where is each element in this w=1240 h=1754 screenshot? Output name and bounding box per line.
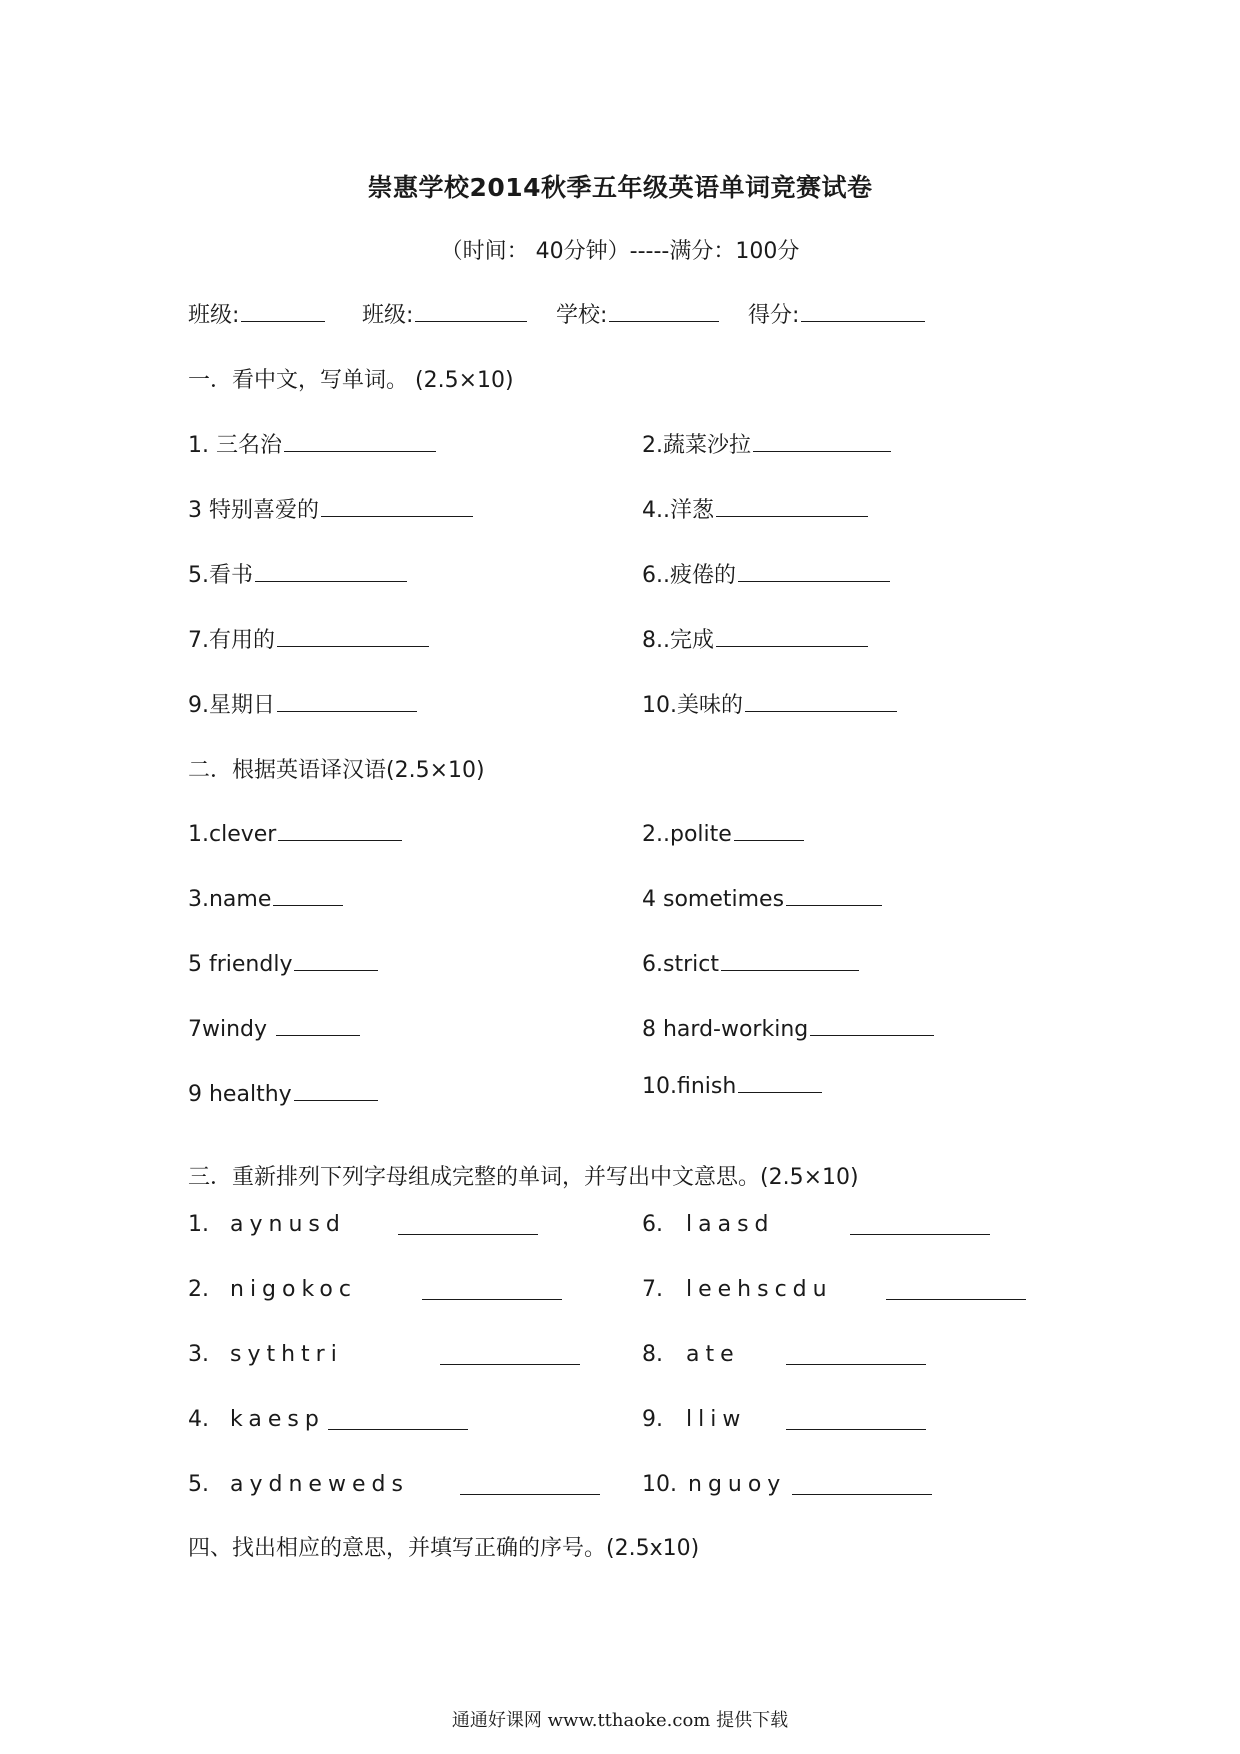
list-item: 2.蔬菜沙拉: [642, 428, 891, 459]
answer-blank: [326, 1407, 468, 1436]
exam-title: 崇惠学校2014秋季五年级英语单词竞赛试卷: [367, 173, 873, 202]
answer-blank: [458, 1472, 600, 1501]
scrambled-word: aydneweds: [230, 1472, 409, 1497]
list-item: 3.: [188, 1342, 209, 1367]
scrambled-word: lliw: [686, 1407, 747, 1432]
footer-credit: 通通好课网 www.tthaoke.com 提供下载: [451, 1710, 789, 1731]
section1-heading: 一．看中文，写单词。 (2.5×10): [188, 368, 514, 393]
list-item: 6..疲倦的: [642, 558, 890, 589]
list-item: 10.: [642, 1472, 677, 1497]
list-item: 5 friendly: [188, 948, 378, 977]
answer-blank: [790, 1472, 932, 1501]
answer-blank: [848, 1212, 990, 1241]
info-field-class-2: 班级:: [362, 298, 527, 329]
list-item: 2.: [188, 1277, 209, 1302]
section3-heading: 三．重新排列下列字母组成完整的单词，并写出中文意思。(2.5×10): [188, 1165, 859, 1190]
list-item: 4.: [188, 1407, 209, 1432]
list-item: 6.: [642, 1212, 663, 1237]
list-item: 7windy: [188, 1013, 360, 1042]
info-field-school: 学校:: [556, 298, 719, 329]
answer-blank: [420, 1277, 562, 1306]
info-field-class: 班级:: [188, 298, 325, 329]
list-item: 10.美味的: [642, 688, 897, 719]
answer-blank: [784, 1407, 926, 1436]
list-item: 10.finish: [642, 1070, 822, 1099]
list-item: 6.strict: [642, 948, 859, 977]
list-item: 8..完成: [642, 623, 868, 654]
list-item: 9.星期日: [188, 688, 417, 719]
list-item: 3.name: [188, 883, 343, 912]
answer-blank: [884, 1277, 1026, 1306]
section2-heading: 二．根据英语译汉语(2.5×10): [188, 758, 485, 783]
list-item: 8.: [642, 1342, 663, 1367]
list-item: 8 hard-working: [642, 1013, 934, 1042]
scrambled-word: nguoy: [688, 1472, 787, 1497]
scrambled-word: leehscdu: [686, 1277, 833, 1302]
exam-subtitle: （时间： 40分钟）-----满分：100分: [440, 239, 800, 264]
scrambled-word: ate: [686, 1342, 740, 1367]
list-item: 4 sometimes: [642, 883, 882, 912]
list-item: 1.clever: [188, 818, 402, 847]
list-item: 7.: [642, 1277, 663, 1302]
list-item: 7.有用的: [188, 623, 429, 654]
list-item: 1.: [188, 1212, 209, 1237]
list-item: 5.看书: [188, 558, 407, 589]
answer-blank: [784, 1342, 926, 1371]
list-item: 2..polite: [642, 818, 804, 847]
list-item: 3 特别喜爱的: [188, 493, 473, 524]
scrambled-word: kaesp: [230, 1407, 325, 1432]
answer-blank: [396, 1212, 538, 1241]
section4-heading: 四、找出相应的意思，并填写正确的序号。(2.5x10): [188, 1536, 700, 1561]
scrambled-word: sythtri: [230, 1342, 343, 1367]
list-item: 1. 三名治: [188, 428, 436, 459]
list-item: 5.: [188, 1472, 209, 1497]
answer-blank: [438, 1342, 580, 1371]
scrambled-word: laasd: [686, 1212, 775, 1237]
list-item: 9 healthy: [188, 1078, 378, 1107]
info-field-score: 得分:: [748, 298, 925, 329]
list-item: 9.: [642, 1407, 663, 1432]
scrambled-word: aynusd: [230, 1212, 346, 1237]
list-item: 4..洋葱: [642, 493, 868, 524]
scrambled-word: nigokoc: [230, 1277, 357, 1302]
